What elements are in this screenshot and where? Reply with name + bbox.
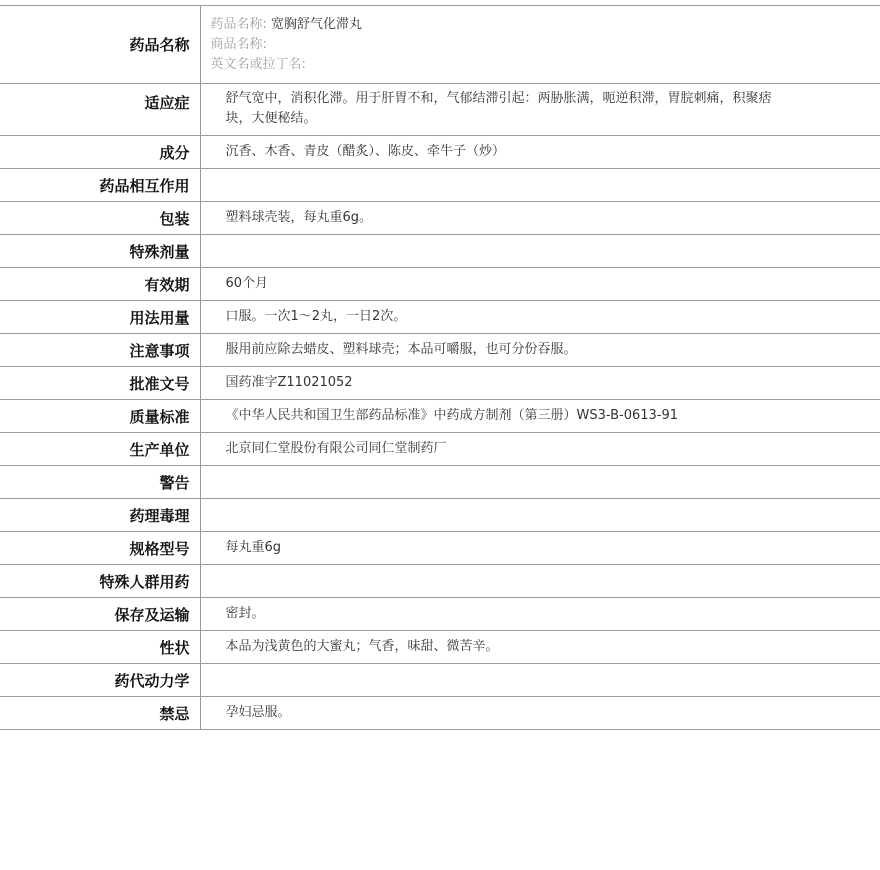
row-label: 警告 <box>0 466 200 499</box>
row-special-populations <box>0 565 880 598</box>
drug-name-line <box>211 15 791 35</box>
row-label: 药代动力学 <box>0 664 200 697</box>
row-label: 药理毒理 <box>0 499 200 532</box>
row-label: 生产单位 <box>0 433 200 466</box>
row-approval-number <box>0 367 880 400</box>
row-value <box>200 664 880 697</box>
trade-name-line <box>211 35 791 55</box>
row-value: 服用前应除去蜡皮、塑料球壳；本品可嚼服，也可分份吞服。 <box>200 334 880 367</box>
row-ingredients <box>0 136 880 169</box>
row-description <box>0 631 880 664</box>
row-label: 特殊剂量 <box>0 235 200 268</box>
row-value <box>200 169 880 202</box>
row-pharmacology <box>0 499 880 532</box>
row-value: 60个月 <box>200 268 880 301</box>
row-label: 禁忌 <box>0 697 200 730</box>
row-value <box>200 565 880 598</box>
row-label: 有效期 <box>0 268 200 301</box>
row-value: 塑料球壳装，每丸重6g。 <box>200 202 880 235</box>
row-storage <box>0 598 880 631</box>
drug-info-table <box>0 5 880 730</box>
row-label: 成分 <box>0 136 200 169</box>
row-label: 适应症 <box>0 84 200 136</box>
drug-name-block <box>200 6 880 84</box>
trade-name-label: 商品名称: <box>210 37 267 52</box>
row-quality-standard <box>0 400 880 433</box>
row-value: 舒气宽中，消积化滞。用于肝胃不和，气郁结滞引起：两胁胀满，呃逆积滞，胃脘刺痛，积聚痞块，大便秘结。 <box>200 84 880 136</box>
english-name-label: 英文名或拉丁名: <box>210 57 306 72</box>
row-label: 性状 <box>0 631 200 664</box>
row-interactions <box>0 169 880 202</box>
row-label: 用法用量 <box>0 301 200 334</box>
row-label: 特殊人群用药 <box>0 565 200 598</box>
row-label: 规格型号 <box>0 532 200 565</box>
row-value: 北京同仁堂股份有限公司同仁堂制药厂 <box>200 433 880 466</box>
row-label: 药品相互作用 <box>0 169 200 202</box>
row-label: 包装 <box>0 202 200 235</box>
row-label: 药品名称 <box>0 6 200 84</box>
row-label: 批准文号 <box>0 367 200 400</box>
row-value: 口服。一次1～2丸，一日2次。 <box>200 301 880 334</box>
drug-name-value: 宽胸舒气化滞丸 <box>271 17 363 32</box>
row-label: 保存及运输 <box>0 598 200 631</box>
row-precautions <box>0 334 880 367</box>
row-value: 本品为浅黄色的大蜜丸；气香，味甜、微苦辛。 <box>200 631 880 664</box>
row-value <box>200 499 880 532</box>
row-contraindications <box>0 697 880 730</box>
row-value: 《中华人民共和国卫生部药品标准》中药成方制剂（第三册）WS3-B-0613-91 <box>200 400 880 433</box>
row-indications <box>0 84 880 136</box>
row-specification <box>0 532 880 565</box>
row-value: 孕妇忌服。 <box>200 697 880 730</box>
row-pharmacokinetics <box>0 664 880 697</box>
drug-name-label: 药品名称: <box>210 17 267 32</box>
row-value: 每丸重6g <box>200 532 880 565</box>
row-packaging <box>0 202 880 235</box>
drug-info-sheet <box>0 5 880 730</box>
english-name-line <box>211 55 791 75</box>
row-warning <box>0 466 880 499</box>
row-manufacturer <box>0 433 880 466</box>
row-value <box>200 466 880 499</box>
row-label: 质量标准 <box>0 400 200 433</box>
row-label: 注意事项 <box>0 334 200 367</box>
row-special-dosage <box>0 235 880 268</box>
row-shelf-life <box>0 268 880 301</box>
row-value: 国药准字Z11021052 <box>200 367 880 400</box>
row-value <box>200 235 880 268</box>
row-usage <box>0 301 880 334</box>
row-value: 沉香、木香、青皮（醋炙）、陈皮、牵牛子（炒） <box>200 136 880 169</box>
row-value: 密封。 <box>200 598 880 631</box>
row-drug-name <box>0 6 880 84</box>
